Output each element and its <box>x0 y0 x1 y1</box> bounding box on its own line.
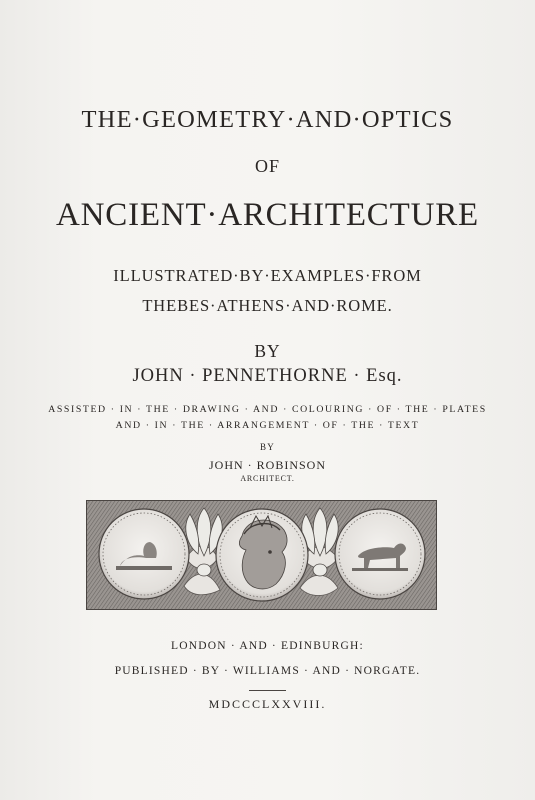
title-line-1: THE·GEOMETRY·AND·OPTICS <box>81 106 454 133</box>
author-name: JOHN · PENNETHORNE · Esq. <box>132 366 403 386</box>
subtitle-line-2: THEBES·ATHENS·AND·ROME. <box>142 296 393 315</box>
assist-line-2: AND · IN · THE · ARRANGEMENT · OF · THE · TEXT <box>115 420 420 431</box>
title-line-3: ANCIENT·ARCHITECTURE <box>56 197 479 233</box>
publication-year: MDCCCLXXVIII. <box>208 697 327 711</box>
imprint-line-2: PUBLISHED · BY · WILLIAMS · AND · NORGATE. <box>114 665 421 677</box>
imprint-line-1: LONDON · AND · EDINBURGH: <box>171 640 364 652</box>
wolf-medallion <box>335 509 425 599</box>
assistant-name: JOHN · ROBINSON <box>208 458 326 472</box>
assistant-role: ARCHITECT. <box>240 474 295 483</box>
by-label: BY <box>254 341 281 361</box>
engraved-vignette <box>86 500 437 610</box>
assist-line-1: ASSISTED · IN · THE · DRAWING · AND · COLOURING · OF · THE · PLATES <box>48 404 487 415</box>
title-line-2: OF <box>254 156 280 176</box>
athena-head-medallion <box>216 509 308 601</box>
by-label-2: BY <box>260 442 275 452</box>
subtitle-line-1: ILLUSTRATED·BY·EXAMPLES·FROM <box>113 266 422 285</box>
divider-rule <box>249 690 286 691</box>
sphinx-medallion <box>99 509 189 599</box>
